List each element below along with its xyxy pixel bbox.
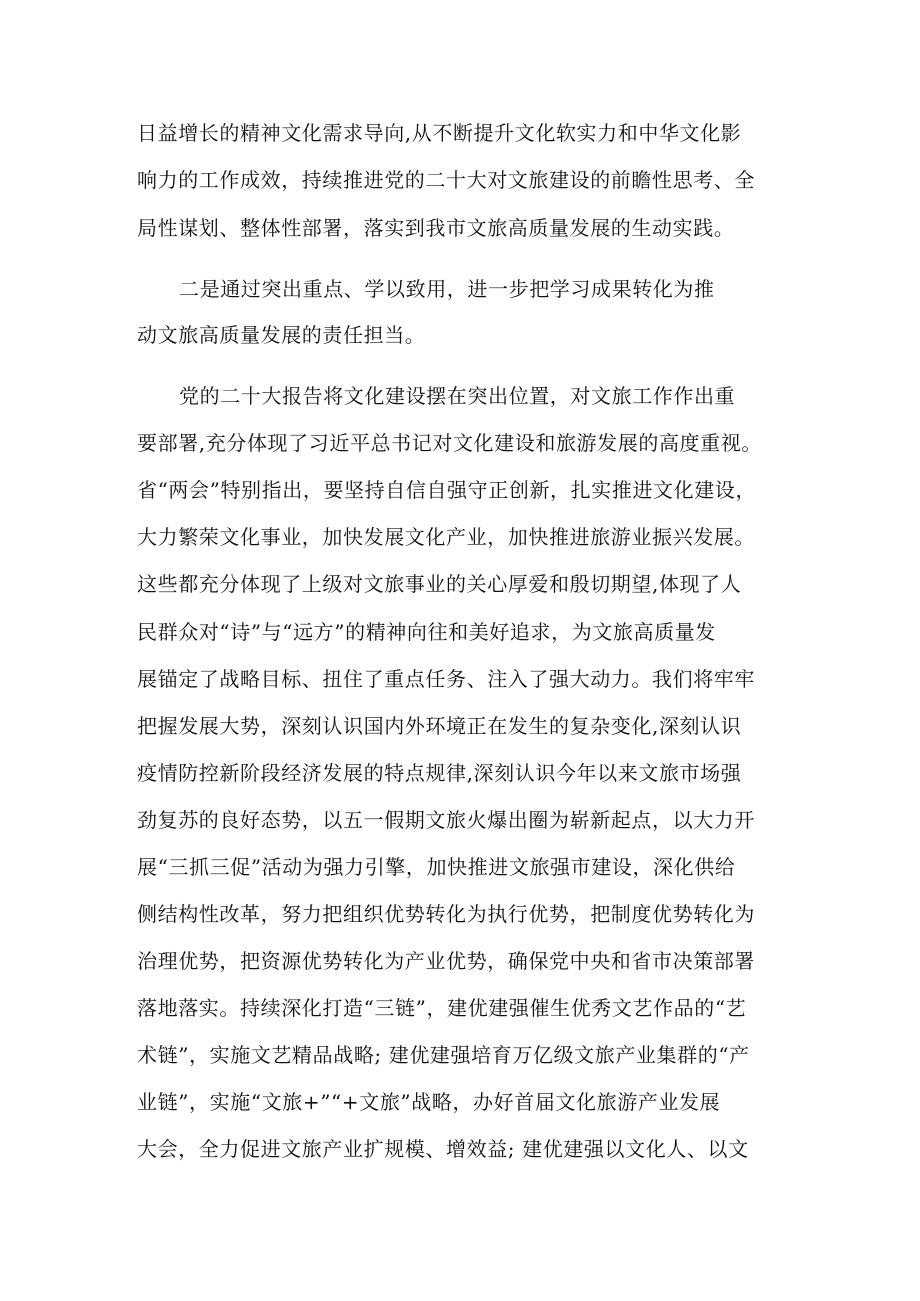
text-line: 省“两会”特别指出，要坚持自信自强守正创新，扎实推进文化建设， — [137, 478, 757, 502]
text-line: 党的二十大报告将文化建设摆在突出位置，对文旅工作作出重 — [179, 384, 736, 408]
text-line: 业链”，实施“文旅+”“+文旅”战略，办好首届文化旅游产业发展 — [137, 1090, 721, 1114]
text-line: 这些都充分体现了上级对文旅事业的关心厚爱和殷切期望,体现了人 — [137, 572, 742, 596]
text-line: 响力的工作成效，持续推进党的二十大对文旅建设的前瞻性思考、全 — [137, 168, 755, 192]
text-line: 二是通过突出重点、学以致用，进一步把学习成果转化为推 — [179, 277, 715, 301]
text-line: 大力繁荣文化事业，加快发展文化产业，加快推进旅游业振兴发展。 — [137, 525, 755, 549]
text-line: 侧结构性改革，努力把组织优势转化为执行优势，把制度优势转化为 — [137, 902, 755, 926]
text-line: 劲复苏的良好态势，以五一假期文旅火爆出圈为崭新起点，以大力开 — [137, 808, 755, 832]
text-line: 要部署,充分体现了习近平总书记对文化建设和旅游发展的高度重视。 — [137, 431, 762, 455]
text-line: 治理优势，把资源优势转化为产业优势，确保党中央和省市决策部署 — [137, 949, 755, 973]
text-line: 局性谋划、整体性部署，落实到我市文旅高质量发展的生动实践。 — [137, 216, 735, 240]
text-line: 日益增长的精神文化需求导向,从不断提升文化软实力和中华文化影 — [137, 121, 742, 145]
text-line: 动文旅高质量发展的责任担当。 — [137, 323, 426, 347]
text-line: 疫情防控新阶段经济发展的特点规律,深刻认识今年以来文旅市场强 — [137, 761, 742, 785]
text-line: 展锚定了战略目标、扭住了重点任务、注入了强大动力。我们将牢牢 — [137, 667, 755, 691]
text-line: 把握发展大势，深刻认识国内外环境正在发生的复杂变化,深刻认识 — [137, 714, 742, 738]
text-line: 民群众对“诗”与“远方”的精神向往和美好追求，为文旅高质量发 — [137, 620, 716, 644]
text-line: 大会，全力促进文旅产业扩规模、增效益; 建优建强以文化人、以文 — [137, 1137, 749, 1161]
text-line: 术链”，实施文艺精品战略; 建优建强培育万亿级文旅产业集群的“产 — [137, 1043, 750, 1067]
text-line: 展“三抓三促”活动为强力引擎，加快推进文旅强市建设，深化供给 — [137, 855, 736, 879]
text-line: 落地落实。持续深化打造“三链”，建优建强催生优秀文艺作品的“艺 — [137, 996, 747, 1020]
